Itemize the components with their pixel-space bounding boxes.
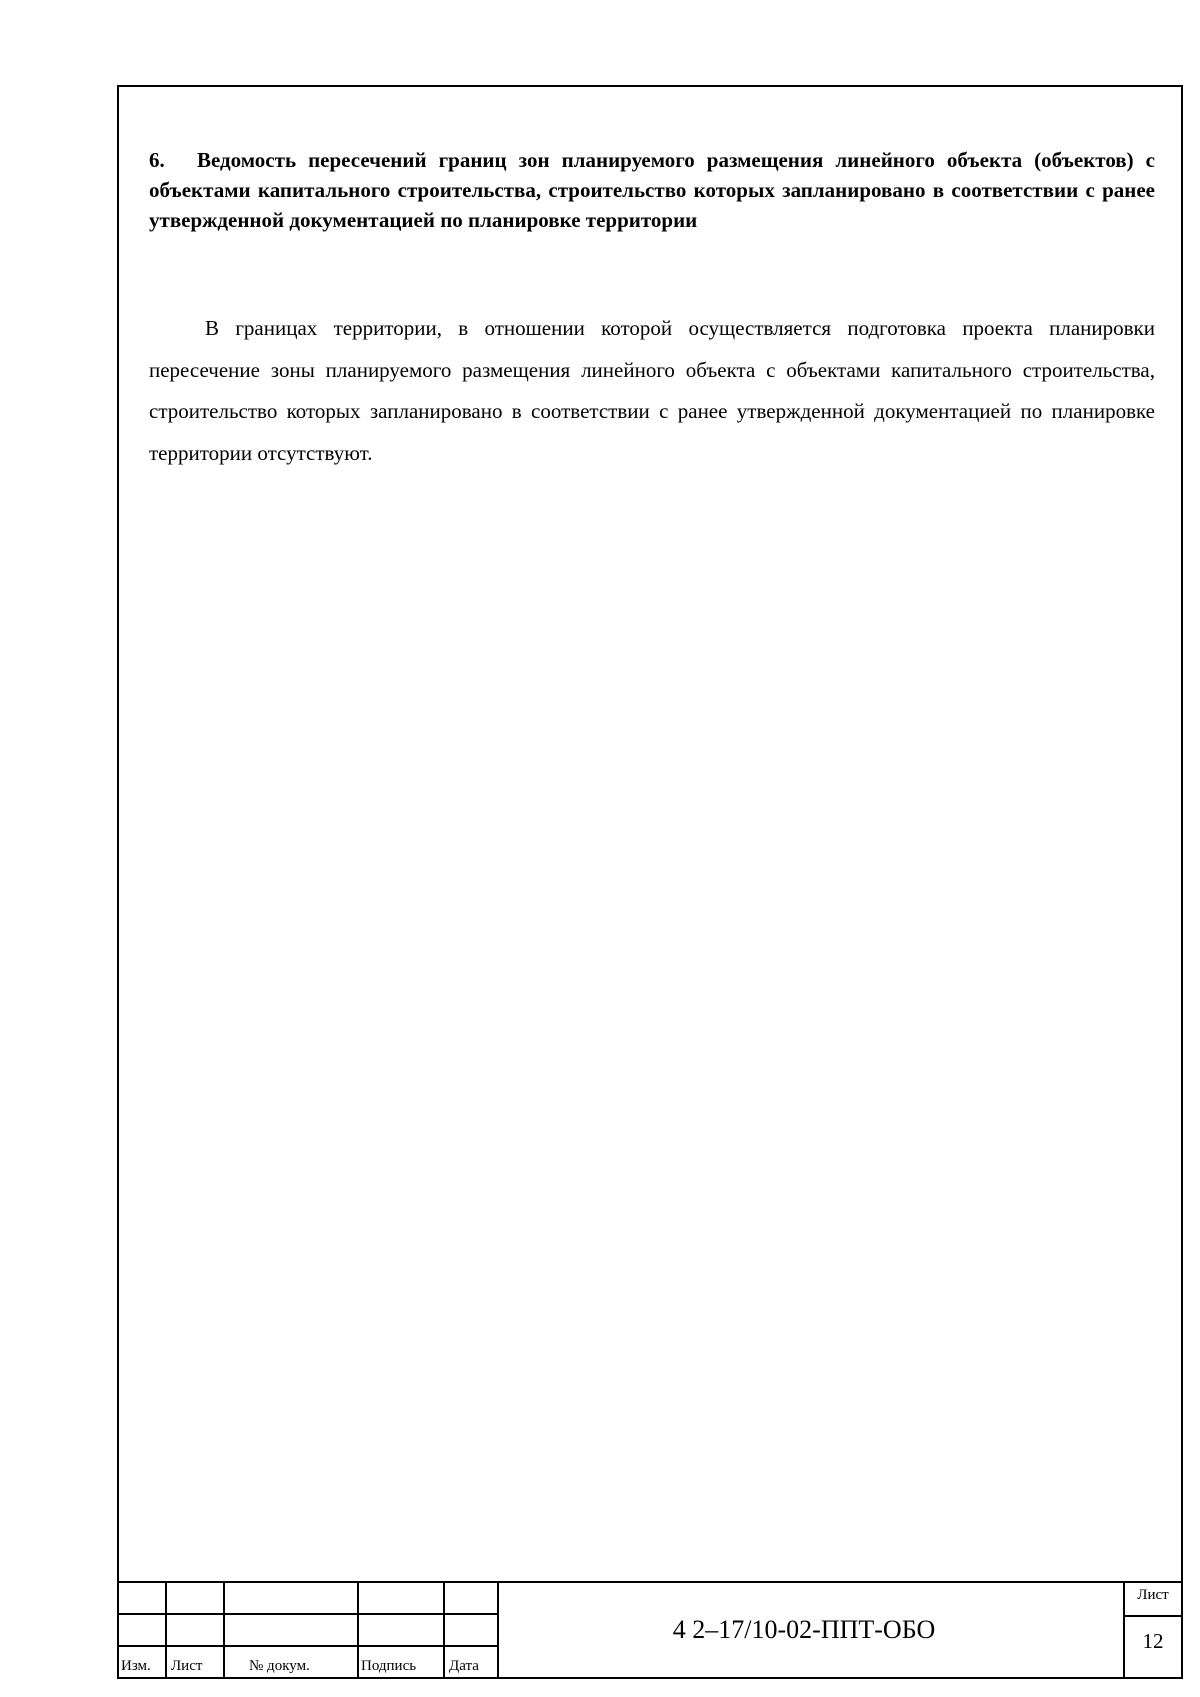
revision-grid [119, 1583, 499, 1677]
page-frame [117, 85, 1183, 1679]
label-date: Дата [449, 1658, 479, 1674]
sheet-box [1123, 1583, 1181, 1677]
section-title: Ведомость пересечений границ зон планируемого размещения линейного объекта (объектов) с объектами капитального строительства, строительство которых запланировано в соответствии с ранее утвержденной документацией по планировке территории [149, 148, 1155, 232]
sheet-divider [1125, 1615, 1181, 1617]
sheet-label: Лист [1137, 1587, 1169, 1603]
title-block [119, 1581, 1181, 1677]
label-doc: № докум. [249, 1658, 310, 1674]
section-number: 6. [149, 148, 165, 172]
label-sign: Подпись [361, 1658, 417, 1674]
section-heading [149, 145, 1155, 235]
document-code: 4 2–17/10-02-ППТ-ОБО [672, 1615, 936, 1644]
label-izm: Изм. [121, 1658, 151, 1674]
body-paragraph: В границах территории, в отношении которой осуществляется подготовка проекта планировки пересечение зоны планируемого размещения линейного объекта с объектами капитального строительства, строительство которых запланировано в соответствии с ранее утвержденной документацией по планировке территории отсутствуют. [149, 316, 1155, 465]
label-list: Лист [171, 1658, 203, 1674]
row-divider [119, 1645, 497, 1647]
sheet-number: 12 [1142, 1629, 1164, 1653]
row-divider [119, 1613, 497, 1615]
